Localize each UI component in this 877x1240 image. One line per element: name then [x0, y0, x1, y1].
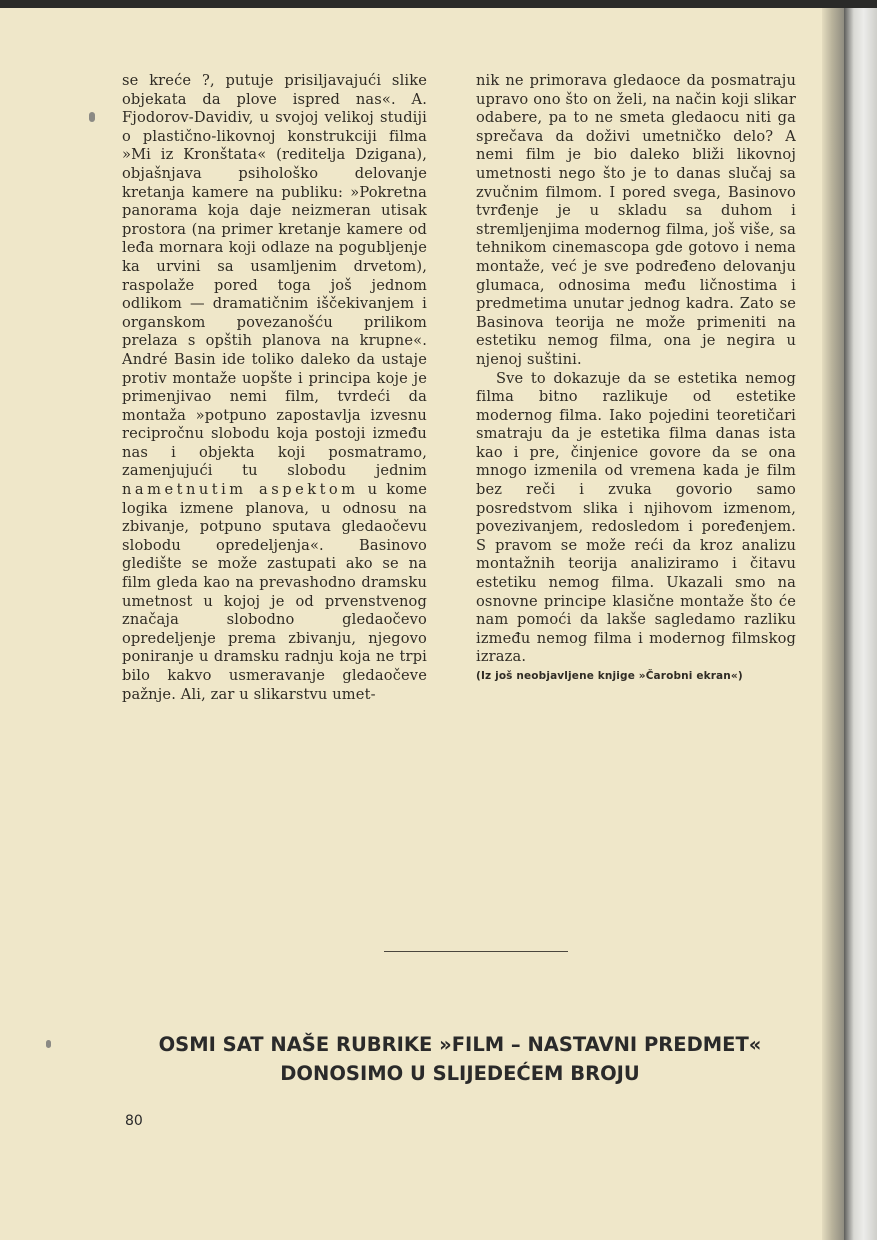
- article-column-right: [476, 72, 796, 686]
- adjacent-page-edge: [844, 0, 877, 1240]
- scan-speck: [89, 112, 95, 122]
- article-text: u kome logika izmene planova, u odnosu na zbivanje, potpuno sputava gledaočevu slobodu opredeljenja«. Basinovo gledište se može zastupati ako se na film gleda kao na prevashodno dramsku umetnost u kojoj je od prvenstvenog značaja slobodno gledaočevo opredeljenje prema zbivanju, njegovo poniranje u dramsku radnju koja ne trpi bilo kakvo usmeravanje gledaočeve pažnje. Ali, zar u slikarstvu umet-: [122, 481, 427, 703]
- next-issue-announcement: [120, 1030, 800, 1088]
- article-text: se kreće ?, putuje prisiljavajući slike objekata da plove ispred nas«. A. Fjodorov-Davidiv, u svojoj velikoj studiji o plastično-likovnoj konstrukciji filma »Mi iz Kronštata« (reditelja Dzigana), objašnjava psihološko delovanje kretanja kamere na publiku: »Pokretna panorama koja daje neizmeran utisak prostora (na primer kretanje kamere od leđa mornara koji odlaze na pogubljenje ka urvini sa usamljenim drvetom), raspolaže pored toga još jednom odlikom — dramatičnim iščekivanjem i organskom povezanošću prilikom prelaza s opštih planova na krupne«. André Basin ide toliko daleko da ustaje protiv montaže uopšte i principa koje je primenjivao nemi film, tvrdeći da montaža »potpuno zapostavlja izvesnu recipročnu slobodu koja postoji između nas i objekta koji posmatramo, zamenjujući tu slobodu jednim: [122, 72, 427, 480]
- announcement-line: DONOSIMO U SLIJEDEĆEM BROJU: [280, 1062, 640, 1085]
- section-divider: [384, 951, 568, 952]
- scan-speck: [46, 1040, 51, 1048]
- announcement-line: OSMI SAT NAŠE RUBRIKE »FILM – NASTAVNI PREDMET«: [158, 1033, 762, 1056]
- scan-border: [0, 0, 877, 8]
- source-note: (Iz još neobjavljene knjige »Čarobni ekran«): [476, 670, 743, 682]
- article-paragraph: nik ne primorava gledaoce da posmatraju upravo ono što on želi, na način koji slikar odabere, pa to ne smeta gledaocu niti ga sprečava da doživi umetničko delo? A nemi film je bio daleko bliži likovnoj umetnosti nego što je to danas slučaj sa zvučnim filmom. I pored svega, Basinovo tvrđenje je u skladu sa duhom i stremljenjima modernog filma, još više, sa tehnikom cinemascopa gde gotovo i nema montaže, već je sve podređeno delovanju glumaca, odnosima među ličnostima i predmetima unutar jednog kadra. Zato se Basinova teorija ne može primeniti na estetiku nemog filma, ona je negira u njenoj suštini.: [476, 72, 796, 368]
- page-number: 80: [125, 1113, 143, 1129]
- article-paragraph: [122, 72, 427, 704]
- emphasized-text: nutim aspektom: [185, 481, 359, 499]
- article-column-left: [122, 72, 427, 704]
- page-spine-shadow: [822, 0, 844, 1240]
- emphasized-text: namet: [122, 481, 186, 499]
- article-paragraph: Sve to dokazuje da se estetika nemog filma bitno razlikuje od estetike modernog filma. Iako pojedini teoretičari smatraju da je estetika filma danas ista kao i pre, činjenice govore da se ona mnogo izmenila od vremena kada je film bez reči i zvuka govorio samo posredstvom slika i njihovom izmenom, povezivanjem, redosledom i poređenjem. S pravom se može reći da kroz analizu montažnih teorija analiziramo i čitavu estetiku nemog filma. Ukazali smo na osnovne principe klasične montaže što će nam pomoći da lakše sagledamo razliku između nemog filma i modernog filmskog izraza.: [476, 369, 796, 666]
